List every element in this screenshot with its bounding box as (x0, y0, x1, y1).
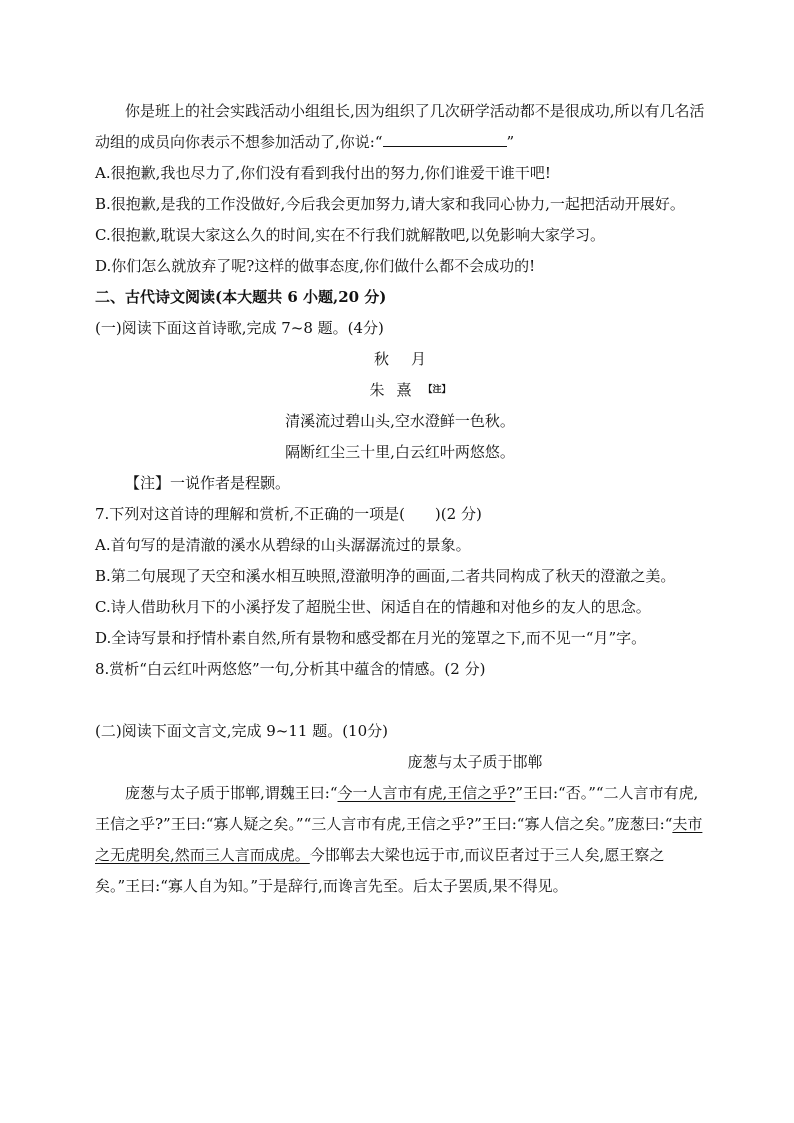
question-7-option-b: B.第二句展现了天空和溪水相互映照,澄澈明净的画面,二者共同构成了秋天的澄澈之美。 (95, 567, 676, 585)
underlined-sentence-1: 今一人言市有虎,王信之乎? (337, 784, 516, 802)
poem-title-line (95, 344, 705, 375)
underlined-sentence-2: 夫市之无虎明矣,然而三人言而成虎。 (95, 815, 703, 864)
page-content (95, 96, 705, 902)
question-7-option-d: D.全诗写景和抒情朴素自然,所有景物和感受都在月光的笼罩之下,而不见一“月”字。 (95, 629, 647, 647)
section-2-heading: 二、古代诗文阅读(本大题共 6 小题,20 分) (95, 288, 387, 306)
question-6-stem (95, 96, 705, 158)
question-7-option-c: C.诗人借助秋月下的小溪抒发了超脱尘世、闲适自在的情趣和对他乡的友人的思念。 (95, 598, 651, 616)
prose-title: 庞葱与太子质于邯郸 (407, 753, 543, 771)
poem-title: 秋月 (373, 350, 448, 368)
prose-text-2: ”王曰:“否。”“二人言市有虎,王信之乎?”王曰:“寡人疑之矣。”“三人言市有虎,王信之乎?”王曰:“寡人信之矣。”庞葱曰:“ (95, 784, 699, 833)
question-8-stem: 8.赏析“白云红叶两悠悠”一句,分析其中蕴含的情感。(2 分) (95, 660, 486, 678)
poem-line-2: 隔断红尘三十里,白云红叶两悠悠。 (285, 443, 515, 461)
poem-author: 朱熹 (369, 381, 424, 399)
question-6-stem-close: ” (506, 133, 515, 151)
question-6-stem-text: 你是班上的社会实践活动小组组长,因为组织了几次研学活动都不是很成功,所以有几名活动组的成员向你表示不想参加活动了,你说:“ (95, 102, 705, 151)
poem-line-1: 清溪流过碧山头,空水澄鲜一色秋。 (285, 412, 515, 430)
poem-author-line (95, 375, 705, 406)
part-1-intro: (一)阅读下面这首诗歌,完成 7~8 题。(4分) (95, 319, 384, 337)
prose-passage (95, 778, 705, 902)
question-6-option-d: D.你们怎么就放弃了呢?这样的做事态度,你们做什么都不会成功的! (95, 257, 536, 275)
answer-space (95, 685, 705, 716)
part-2-intro: (二)阅读下面文言文,完成 9~11 题。(10分) (95, 722, 388, 740)
question-6-option-b: B.很抱歉,是我的工作没做好,今后我会更加努力,请大家和我同心协力,一起把活动开展好。 (95, 195, 685, 213)
poem-note: 【注】一说作者是程颢。 (125, 474, 291, 492)
poem-note-tag: 【注】 (423, 385, 451, 395)
answer-blank (383, 132, 507, 147)
question-6-option-c: C.很抱歉,耽误大家这么久的时间,实在不行我们就解散吧,以免影响大家学习。 (95, 226, 606, 244)
question-7-stem: 7.下列对这首诗的理解和赏析,不正确的一项是( )(2 分) (95, 505, 482, 523)
prose-text-1: 庞葱与太子质于邯郸,谓魏王曰:“ (125, 784, 338, 802)
question-6-option-a: A.很抱歉,我也尽力了,你们没有看到我付出的努力,你们谁爱干谁干吧! (95, 164, 551, 182)
prose-text-3: 今邯郸去大梁也远于市,而议臣者过于三人矣,愿王察之矣。”王曰:“寡人自为知。”于是辞行,而谗言先至。后太子罢质,果不得见。 (95, 846, 665, 895)
question-7-option-a: A.首句写的是清澈的溪水从碧绿的山头潺潺流过的景象。 (95, 536, 471, 554)
